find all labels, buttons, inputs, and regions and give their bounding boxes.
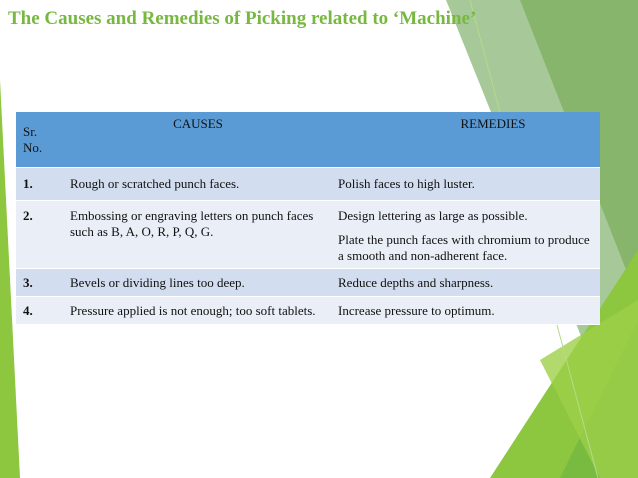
table-row: [16, 297, 600, 325]
row-number: 1.: [16, 168, 64, 201]
remedy-text: Design lettering as large as possible.: [338, 208, 528, 223]
remedy-text: Polish faces to high luster.: [338, 176, 475, 191]
header-sr-no: Sr. No.: [16, 112, 64, 168]
cause-cell: Embossing or engraving letters on punch faces such as B, A, O, R, P, Q, G.: [64, 201, 332, 269]
remedy-text: Reduce depths and sharpness.: [338, 275, 494, 290]
cause-cell: Bevels or dividing lines too deep.: [64, 269, 332, 297]
header-causes: CAUSES: [64, 112, 332, 168]
table-row: [16, 201, 600, 269]
table-row: [16, 269, 600, 297]
table-row: [16, 168, 600, 201]
cause-cell: Pressure applied is not enough; too soft tablets.: [64, 297, 332, 325]
remedy-cell: [332, 201, 600, 269]
row-number: 4.: [16, 297, 64, 325]
row-number: 2.: [16, 201, 64, 269]
remedy-text: Increase pressure to optimum.: [338, 303, 495, 318]
cause-cell: Rough or scratched punch faces.: [64, 168, 332, 201]
remedy-text: Plate the punch faces with chromium to produce a smooth and non-adherent face.: [338, 232, 590, 263]
remedy-cell: [332, 269, 600, 297]
table-header-row: [16, 112, 600, 168]
slide-title: The Causes and Remedies of Picking related to ‘Machine’: [8, 8, 477, 29]
causes-remedies-table: [16, 112, 600, 325]
remedy-cell: [332, 297, 600, 325]
row-number: 3.: [16, 269, 64, 297]
remedy-cell: [332, 168, 600, 201]
header-remedies: REMEDIES: [332, 112, 600, 168]
